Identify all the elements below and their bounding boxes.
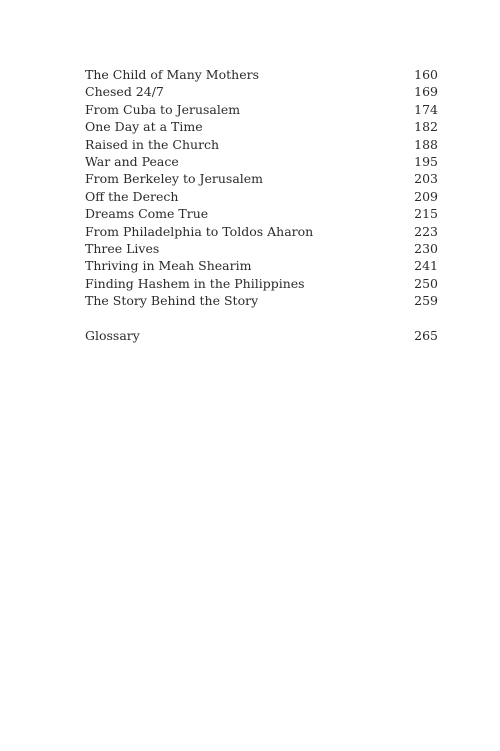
toc-entry: [85, 153, 438, 170]
toc-entry-page: 250: [414, 275, 438, 291]
toc-entry: [85, 170, 438, 187]
toc-entry-title: One Day at a Time: [85, 119, 203, 135]
toc-entry-title: Finding Hashem in the Philippines: [85, 275, 305, 291]
toc-entry-title: The Story Behind the Story: [85, 293, 259, 309]
toc-entry-page: 209: [414, 188, 438, 204]
toc-entry-page: 182: [414, 119, 438, 135]
toc-entry-page: 203: [414, 171, 438, 187]
toc-entry-title: From Cuba to Jerusalem: [85, 101, 241, 117]
toc-entry-page: 259: [414, 293, 438, 309]
toc-entry-page: 174: [414, 101, 438, 117]
toc-entry: [85, 118, 438, 135]
toc-entry: [85, 223, 438, 240]
toc-entry-page: 230: [414, 240, 438, 256]
toc-entry-page: 195: [414, 153, 438, 169]
toc-entry: [85, 292, 438, 309]
toc-entry-page: 160: [414, 67, 438, 82]
toc-entry-page: 223: [414, 223, 438, 239]
toc-entry-page: 188: [414, 136, 438, 152]
toc-entry-page: 215: [414, 206, 438, 222]
toc-entry-title: Three Lives: [85, 240, 160, 256]
toc-entry-title: From Berkeley to Jerusalem: [85, 171, 264, 187]
toc-entry-title: War and Peace: [85, 153, 179, 169]
toc-entry: [85, 205, 438, 222]
toc-entry-title: Chesed 24/7: [85, 84, 164, 100]
toc-entry: [85, 66, 438, 83]
section-spacer: [85, 309, 438, 327]
toc-entry-page: 169: [414, 84, 438, 100]
toc-entry-title: Dreams Come True: [85, 206, 209, 222]
toc-entry: [85, 83, 438, 100]
toc-entry-page: 265: [414, 328, 438, 344]
table-of-contents: [85, 66, 438, 345]
toc-entry-page: 241: [414, 258, 438, 274]
toc-entry-glossary: [85, 327, 438, 344]
toc-entry: [85, 188, 438, 205]
toc-entry: [85, 275, 438, 292]
toc-entry: [85, 101, 438, 118]
toc-entry-title: Glossary: [85, 328, 140, 344]
toc-entry-title: From Philadelphia to Toldos Aharon: [85, 223, 314, 239]
toc-entry-title: Off the Derech: [85, 188, 179, 204]
toc-entry: [85, 240, 438, 257]
toc-entry: [85, 136, 438, 153]
toc-entry: [85, 257, 438, 274]
toc-entry-title: Thriving in Meah Shearim: [85, 258, 252, 274]
toc-entry-title: The Child of Many Mothers: [85, 67, 259, 82]
toc-entry-title: Raised in the Church: [85, 136, 220, 152]
